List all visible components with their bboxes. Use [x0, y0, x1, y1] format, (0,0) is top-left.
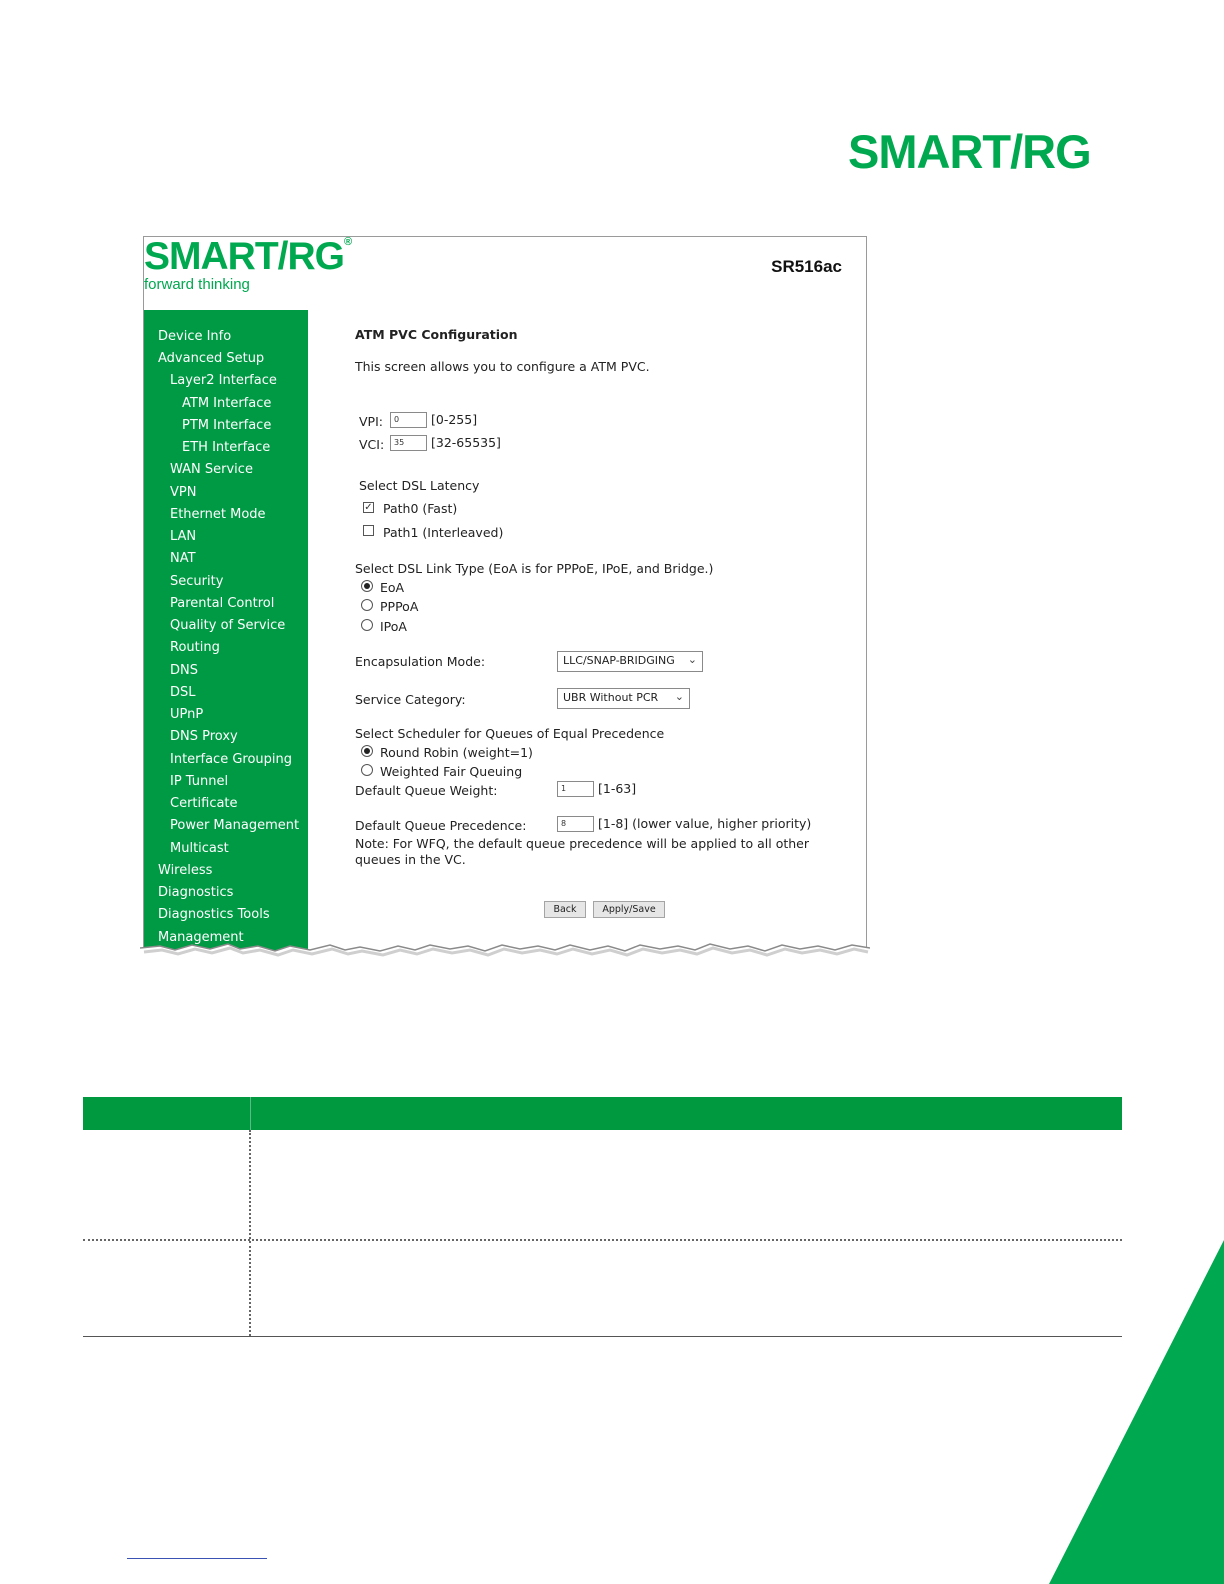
queue-precedence-label: Default Queue Precedence: — [355, 818, 527, 833]
wfq-radio[interactable] — [361, 764, 373, 776]
queue-weight-input[interactable]: 1 — [557, 781, 594, 797]
queue-weight-label: Default Queue Weight: — [355, 783, 498, 798]
nav-ptm-interface[interactable]: PTM Interface — [182, 418, 272, 433]
service-category-value: UBR Without PCR — [563, 691, 659, 704]
encapsulation-value: LLC/SNAP-BRIDGING — [563, 654, 675, 667]
torn-edge — [140, 936, 870, 966]
eoa-label: EoA — [380, 580, 405, 595]
nav-eth-interface[interactable]: ETH Interface — [182, 440, 271, 455]
nav-lan[interactable]: LAN — [170, 529, 197, 544]
path1-checkbox[interactable] — [363, 525, 374, 536]
round-robin-radio[interactable] — [361, 745, 373, 757]
vci-input[interactable]: 35 — [390, 435, 427, 451]
nav-layer2-interface[interactable]: Layer2 Interface — [170, 373, 277, 388]
path0-checkbox[interactable] — [363, 502, 374, 513]
vpi-range: [0-255] — [431, 412, 478, 427]
router-ui-screenshot — [143, 236, 867, 957]
nav-advanced-setup[interactable]: Advanced Setup — [158, 351, 265, 366]
round-robin-label: Round Robin (weight=1) — [380, 745, 533, 760]
nav-diagnostics[interactable]: Diagnostics — [158, 885, 234, 900]
eoa-radio[interactable] — [361, 580, 373, 592]
queue-precedence-range: [1-8] (lower value, higher priority) — [598, 816, 812, 831]
apply-save-button[interactable]: Apply/Save — [593, 901, 665, 918]
registered-mark: ® — [344, 236, 352, 248]
table-bottom-border — [83, 1336, 1122, 1337]
encapsulation-select[interactable] — [557, 651, 703, 672]
nav-management[interactable]: Management — [158, 930, 244, 945]
table-header — [83, 1097, 1122, 1130]
nav-diagnostics-tools[interactable]: Diagnostics Tools — [158, 907, 270, 922]
nav-device-info[interactable]: Device Info — [158, 329, 232, 344]
nav-security[interactable]: Security — [170, 574, 224, 589]
encapsulation-label: Encapsulation Mode: — [355, 654, 486, 669]
nav-wireless[interactable]: Wireless — [158, 863, 213, 878]
nav-upnp[interactable]: UPnP — [170, 707, 204, 722]
nav-certificate[interactable]: Certificate — [170, 796, 238, 811]
link-type-label: Select DSL Link Type (EoA is for PPPoE, IPoE, and Bridge.) — [355, 561, 714, 576]
wfq-label: Weighted Fair Queuing — [380, 764, 523, 779]
nav-power-management[interactable]: Power Management — [170, 818, 300, 833]
nav-atm-interface[interactable]: ATM Interface — [182, 396, 272, 411]
path0-label: Path0 (Fast) — [383, 501, 458, 516]
brand-logo: SMART/RG — [848, 125, 1091, 178]
wfq-note-line1: Note: For WFQ, the default queue precedence will be applied to all other — [355, 836, 810, 851]
vpi-input[interactable]: 0 — [390, 412, 427, 428]
nav-quality-of-service[interactable]: Quality of Service — [170, 618, 286, 633]
path1-label: Path1 (Interleaved) — [383, 525, 504, 540]
check-icon: ✓ — [364, 502, 373, 513]
service-category-select[interactable] — [557, 688, 690, 709]
nav-dns-proxy[interactable]: DNS Proxy — [170, 729, 238, 744]
column-divider — [249, 1130, 251, 1239]
chevron-down-icon: ⌄ — [674, 690, 684, 703]
latency-label: Select DSL Latency — [359, 478, 480, 493]
nav-dsl[interactable]: DSL — [170, 685, 196, 700]
pppoa-label: PPPoA — [380, 599, 419, 614]
nav-multicast[interactable]: Multicast — [170, 841, 229, 856]
queue-precedence-input[interactable]: 8 — [557, 816, 594, 832]
row-divider — [83, 1239, 1122, 1241]
nav-interface-grouping[interactable]: Interface Grouping — [170, 752, 293, 767]
ipoa-label: IPoA — [380, 619, 407, 634]
nav-vpn[interactable]: VPN — [170, 485, 197, 500]
nav-ethernet-mode[interactable]: Ethernet Mode — [170, 507, 266, 522]
nav-routing[interactable]: Routing — [170, 640, 220, 655]
nav-wan-service[interactable]: WAN Service — [170, 462, 253, 477]
model-name: SR516ac — [771, 257, 842, 276]
vci-label: VCI: — [359, 437, 385, 452]
pppoa-radio[interactable] — [361, 599, 373, 611]
column-divider — [249, 1241, 251, 1336]
scheduler-label: Select Scheduler for Queues of Equal Precedence — [355, 726, 665, 741]
vci-range: [32-65535] — [431, 435, 501, 450]
queue-weight-range: [1-63] — [598, 781, 637, 796]
nav-parental-control[interactable]: Parental Control — [170, 596, 275, 611]
chevron-down-icon: ⌄ — [687, 653, 697, 666]
nav-dns[interactable]: DNS — [170, 663, 198, 678]
router-brand-name: SMART/RG — [144, 236, 344, 278]
service-category-label: Service Category: — [355, 692, 466, 707]
wfq-note-line2: queues in the VC. — [355, 852, 466, 867]
page-title: ATM PVC Configuration — [355, 327, 518, 342]
intro-text: This screen allows you to configure a ATM PVC. — [355, 359, 650, 374]
nav-nat[interactable]: NAT — [170, 551, 196, 566]
vpi-label: VPI: — [359, 414, 383, 429]
decorative-triangle — [1045, 1240, 1224, 1584]
back-button[interactable]: Back — [544, 901, 586, 918]
footer-link[interactable] — [127, 1558, 267, 1559]
nav-ip-tunnel[interactable]: IP Tunnel — [170, 774, 229, 789]
brand-tagline: forward thinking — [144, 276, 250, 293]
config-form — [144, 237, 866, 957]
ipoa-radio[interactable] — [361, 619, 373, 631]
